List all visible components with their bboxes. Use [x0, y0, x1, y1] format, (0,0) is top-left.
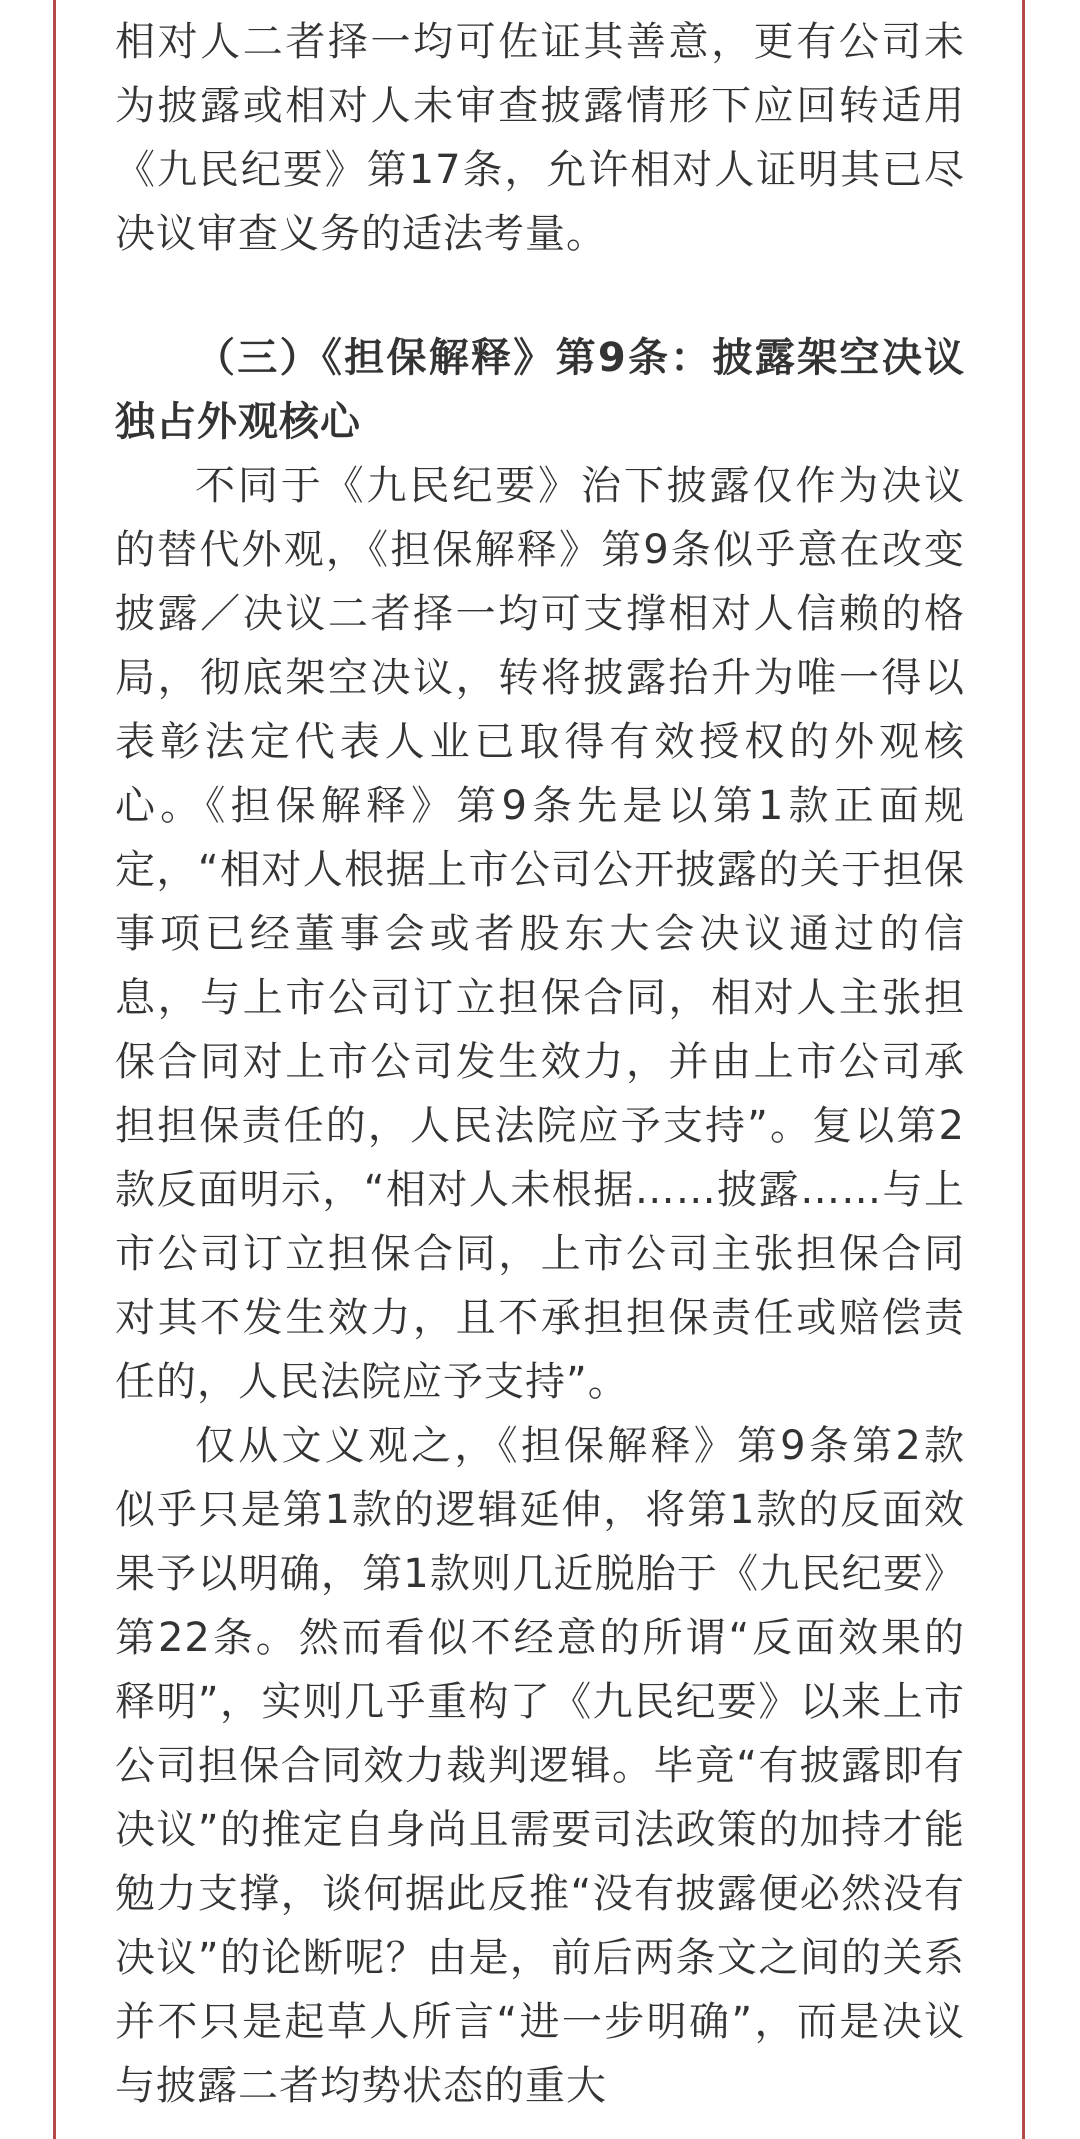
- article-body: [115, 10, 965, 2118]
- section-heading: （三）《担保解释》第9条：披露架空决议独占外观核心: [115, 335, 965, 445]
- body-paragraph-2: 仅从文义观之，《担保解释》第9条第2款似乎只是第1款的逻辑延伸，将第1款的反面效果予以明确，第1款则几近脱胎于《九民纪要》第22条。然而看似不经意的所谓“反面效果的释明”，实则几乎重构了《九民纪要》以来上市公司担保合同效力裁判逻辑。毕竟“有披露即有决议”的推定自身尚且需要司法政策的加持才能勉力支撑，谈何据此反推“没有披露便必然没有决议”的论断呢？由是，前后两条文之间的关系并不只是起草人所言“进一步明确”，而是决议与披露二者均势状态的重大: [115, 1423, 965, 2109]
- right-border-rule: [1022, 0, 1025, 2139]
- body-paragraph-1: 不同于《九民纪要》治下披露仅作为决议的替代外观，《担保解释》第9条似乎意在改变披露／决议二者择一均可支撑相对人信赖的格局，彻底架空决议，转将披露抬升为唯一得以表彰法定代表人业已取得有效授权的外观核心。《担保解释》第9条先是以第1款正面规定，“相对人根据上市公司公开披露的关于担保事项已经董事会或者股东大会决议通过的信息，与上市公司订立担保合同，相对人主张担保合同对上市公司发生效力，并由上市公司承担担保责任的，人民法院应予支持”。复以第2款反面明示，“相对人未根据……披露……与上市公司订立担保合同，上市公司主张担保合同对其不发生效力，且不承担担保责任或赔偿责任的，人民法院应予支持”。: [115, 463, 965, 1405]
- left-border-rule: [53, 0, 56, 2139]
- continuation-paragraph: 相对人二者择一均可佐证其善意，更有公司未为披露或相对人未审查披露情形下应回转适用《九民纪要》第17条，允许相对人证明其已尽决议审查义务的适法考量。: [115, 19, 965, 257]
